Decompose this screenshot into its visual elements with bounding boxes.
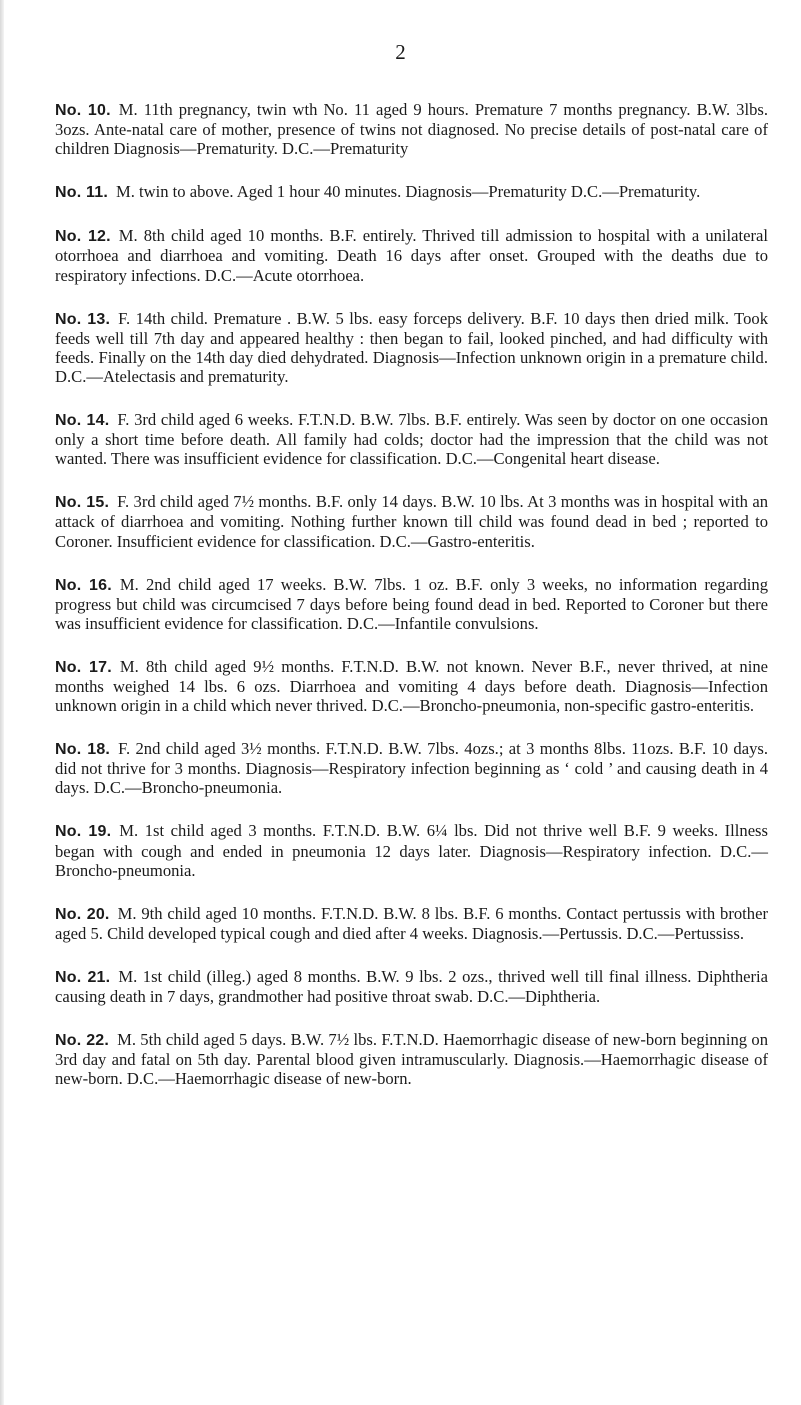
case-number: No. 19. <box>55 823 112 841</box>
case-text: M. 2nd child aged 17 weeks. B.W. 7lbs. 1 oz. B.F. only 3 weeks, no information regarding progress but child was circumcised 7 days before being found dead in bed. Reported to Coroner but there was insufficient evidence for classification. D.C.—Infantile convulsions. <box>55 574 768 633</box>
case-entry-17 <box>55 657 768 715</box>
case-number: No. 15. <box>55 494 110 512</box>
case-text: M. twin to above. Aged 1 hour 40 minutes. Diagnosis—Prematurity D.C.—Prematurity. <box>115 182 701 202</box>
case-text: M. 1st child (illeg.) aged 8 months. B.W. 9 lbs. 2 ozs., thrived well till final illness. Diphtheria causing death in 7 days, grandmother had positive throat swab. D.C.—Diphtheria. <box>55 966 768 1006</box>
case-number: No. 18. <box>55 741 111 759</box>
case-entry-18 <box>55 739 768 797</box>
case-entry-12 <box>55 226 768 284</box>
case-text: F. 14th child. Premature . B.W. 5 lbs. easy forceps delivery. B.F. 10 days then dried milk. Took feeds well till 7th day and appeared healthy : then began to fail, looked pinched, and had difficulty with feeds. Finally on the 14th day died dehydrated. Diagnosis—Infection unknown origin in a premature child. D.C.—Atelectasis and prematurity. <box>55 308 768 386</box>
case-entry-20 <box>55 904 768 943</box>
case-number: No. 16. <box>55 576 112 594</box>
case-number: No. 13. <box>55 310 111 328</box>
case-entry-21 <box>55 967 768 1006</box>
case-number: No. 20. <box>55 905 110 923</box>
case-number: No. 21. <box>55 968 111 986</box>
case-text: M. 11th pregnancy, twin wth No. 11 aged 9 hours. Premature 7 months pregnancy. B.W. 3lbs. 3ozs. Ante-natal care of mother, presence of twins not diagnosed. No precise details of post-natal care of children Diagnosis—Prematurity. D.C.—Prematurity <box>55 100 768 159</box>
case-entry-15 <box>55 492 768 550</box>
case-entry-22 <box>55 1030 768 1088</box>
case-entry-11 <box>55 182 768 202</box>
case-entry-13 <box>55 309 768 386</box>
case-number: No. 14. <box>55 412 110 430</box>
case-text: F. 2nd child aged 3½ months. F.T.N.D. B.W. 7lbs. 4ozs.; at 3 months 8lbs. 11ozs. B.F. 10 days. did not thrive for 3 months. Diagnosis—Respiratory infection beginning as ‘ cold ’ and causing death in 4 days. D.C.—Broncho-pneumonia. <box>55 739 768 798</box>
case-entry-16 <box>55 575 768 633</box>
case-entry-10 <box>55 100 768 158</box>
case-text: M. 1st child aged 3 months. F.T.N.D. B.W. 6¼ lbs. Did not thrive well B.F. 9 weeks. Illness began with cough and ended in pneumonia 12 days later. Diagnosis—Respiratory infection. D.C.—Broncho-pneumonia. <box>55 821 768 880</box>
case-entries-list <box>55 100 768 1112</box>
case-number: No. 12. <box>55 228 111 246</box>
case-text: M. 9th child aged 10 months. F.T.N.D. B.W. 8 lbs. B.F. 6 months. Contact pertussis with brother aged 5. Child developed typical cough and died after 4 weeks. Diagnosis.—Pertussis. D.C.—Pertussiss. <box>55 903 768 943</box>
case-number: No. 17. <box>55 658 112 676</box>
case-number: No. 10. <box>55 102 111 119</box>
case-text: M. 8th child aged 10 months. B.F. entirely. Thrived till admission to hospital with a unilateral otorrhoea and diarrhoea and vomiting. Death 16 days after onset. Grouped with the deaths due to respiratory infections. D.C.—Acute otorrhoea. <box>55 226 768 285</box>
case-text: F. 3rd child aged 7½ months. B.F. only 14 days. B.W. 10 lbs. At 3 months was in hospital with an attack of diarrhoea and vomiting. Nothing further known till child was found dead in bed ; reported to Coroner. Insufficient evidence for classification. D.C.—Gastro-enteritis. <box>55 492 768 551</box>
case-text: F. 3rd child aged 6 weeks. F.T.N.D. B.W. 7lbs. B.F. entirely. Was seen by doctor on one occasion only a short time before death. All family had colds; doctor had the impression that the child was not wanted. There was insufficient evidence for classification. D.C.—Congenital heart disease. <box>55 410 768 469</box>
page-number: 2 <box>395 40 406 64</box>
case-entry-14 <box>55 410 768 468</box>
case-number: No. 22. <box>55 1032 110 1050</box>
case-entry-19 <box>55 821 768 879</box>
case-text: M. 8th child aged 9½ months. F.T.N.D. B.W. not known. Never B.F., never thrived, at nine months weighed 14 lbs. 6 ozs. Diarrhoea and vomiting 4 days before death. Diagnosis—Infection unknown origin in a child which never thrived. D.C.—Broncho-pneumonia, non-specific gastro-enteritis. <box>55 656 768 716</box>
case-text: M. 5th child aged 5 days. B.W. 7½ lbs. F.T.N.D. Haemorrhagic disease of new-born beginning on 3rd day and fatal on 5th day. Parental blood given intramuscularly. Diagnosis.—Haemorrhagic disease of new-born. D.C.—Haemorrhagic disease of new-born. <box>55 1030 768 1089</box>
page-edge-shadow <box>0 0 4 1405</box>
case-number: No. 11. <box>55 184 108 202</box>
